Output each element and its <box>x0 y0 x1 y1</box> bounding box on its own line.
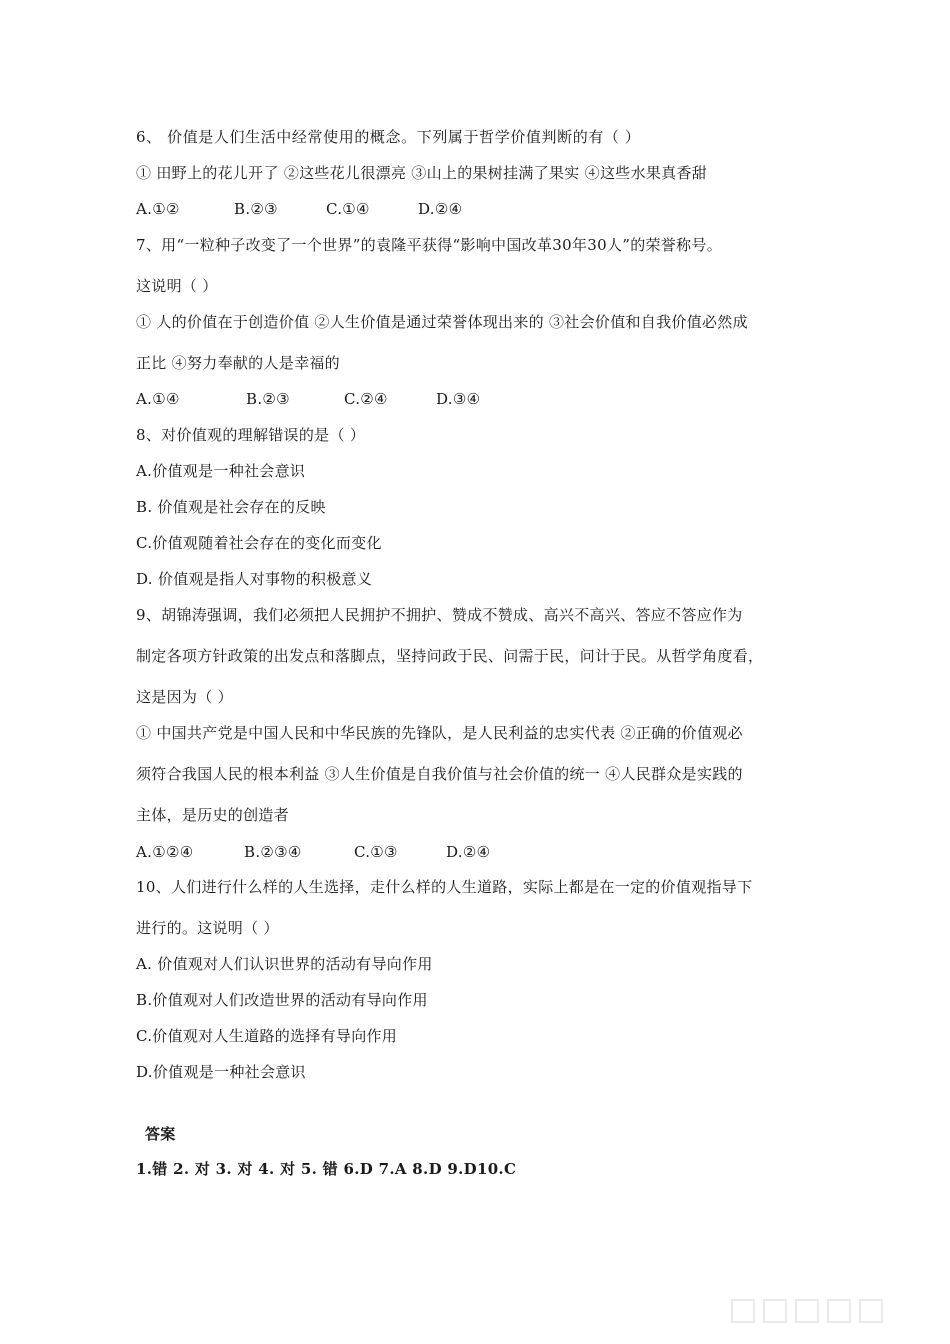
q10-option-a: A. 价值观对人们认识世界的活动有导向作用 <box>136 955 433 973</box>
q7-option-a: A.①④ <box>136 390 180 408</box>
q10-option-d: D.价值观是一种社会意识 <box>136 1063 306 1081</box>
q7-items-line1: ① 人的价值在于创造价值 ②人生价值是通过荣誉体现出来的 ③社会价值和自我价值必然成 <box>136 313 748 331</box>
q9-option-d: D.②④ <box>446 843 491 861</box>
answers-title: 答案 <box>145 1125 176 1143</box>
q6-option-a: A.①② <box>136 200 180 218</box>
q8-option-a: A.价值观是一种社会意识 <box>136 462 306 480</box>
q7-items-line2: 正比 ④努力奉献的人是幸福的 <box>136 354 340 372</box>
q10-stem-line1: 10、人们进行什么样的人生选择，走什么样的人生道路，实际上都是在一定的价值观指导下 <box>136 878 753 896</box>
q9-options <box>136 842 490 862</box>
q9-items-line1: ① 中国共产党是中国人民和中华民族的先锋队，是人民利益的忠实代表 ②正确的价值观必 <box>136 724 743 742</box>
q8-option-d: D. 价值观是指人对事物的积极意义 <box>136 570 373 588</box>
q9-stem-line1: 9、胡锦涛强调，我们必须把人民拥护不拥护、赞成不赞成、高兴不高兴、答应不答应作为 <box>136 606 743 624</box>
q6-items: ① 田野上的花儿开了 ②这些花儿很漂亮 ③山上的果树挂满了果实 ④这些水果真香甜 <box>136 164 708 182</box>
q8-option-b: B. 价值观是社会存在的反映 <box>136 498 326 516</box>
q7-option-d: D.③④ <box>436 390 481 408</box>
q9-option-c: C.①③ <box>354 843 398 861</box>
q9-items-line2: 须符合我国人民的根本利益 ③人生价值是自我价值与社会价值的统一 ④人民群众是实践的 <box>136 765 743 783</box>
q10-option-c: C.价值观对人生道路的选择有导向作用 <box>136 1027 398 1045</box>
q7-option-c: C.②④ <box>344 390 388 408</box>
q6-option-b: B.②③ <box>234 200 278 218</box>
q7-option-b: B.②③ <box>246 390 290 408</box>
q6-option-d: D.②④ <box>418 200 463 218</box>
q9-stem-line3: 这是因为（ ） <box>136 688 233 706</box>
q10-stem-line2: 进行的。这说明（ ） <box>136 919 279 937</box>
answers-body: 1.错 2. 对 3. 对 4. 对 5. 错 6.D 7.A 8.D 9.D10.C <box>136 1160 517 1178</box>
q7-stem-line2: 这说明（ ） <box>136 277 218 295</box>
q6-options <box>136 199 462 219</box>
q9-option-b: B.②③④ <box>244 843 302 861</box>
q7-options <box>136 389 480 409</box>
q8-option-c: C.价值观随着社会存在的变化而变化 <box>136 534 382 552</box>
q6-stem: 6、 价值是人们生活中经常使用的概念。下列属于哲学价值判断的有（ ） <box>136 128 641 146</box>
q10-option-b: B.价值观对人们改造世界的活动有导向作用 <box>136 991 428 1009</box>
q9-stem-line2: 制定各项方针政策的出发点和落脚点，坚持问政于民、问需于民，问计于民。从哲学角度看， <box>136 647 764 665</box>
q8-stem: 8、对价值观的理解错误的是（ ） <box>136 426 366 444</box>
q7-stem-line1: 7、用“一粒种子改变了一个世界”的袁隆平获得“影响中国改革30年30人”的荣誉称号。 <box>136 236 722 254</box>
q9-option-a: A.①②④ <box>136 843 194 861</box>
q9-items-line3: 主体，是历史的创造者 <box>136 806 290 824</box>
watermark-logo <box>730 1296 910 1326</box>
q6-option-c: C.①④ <box>326 200 370 218</box>
